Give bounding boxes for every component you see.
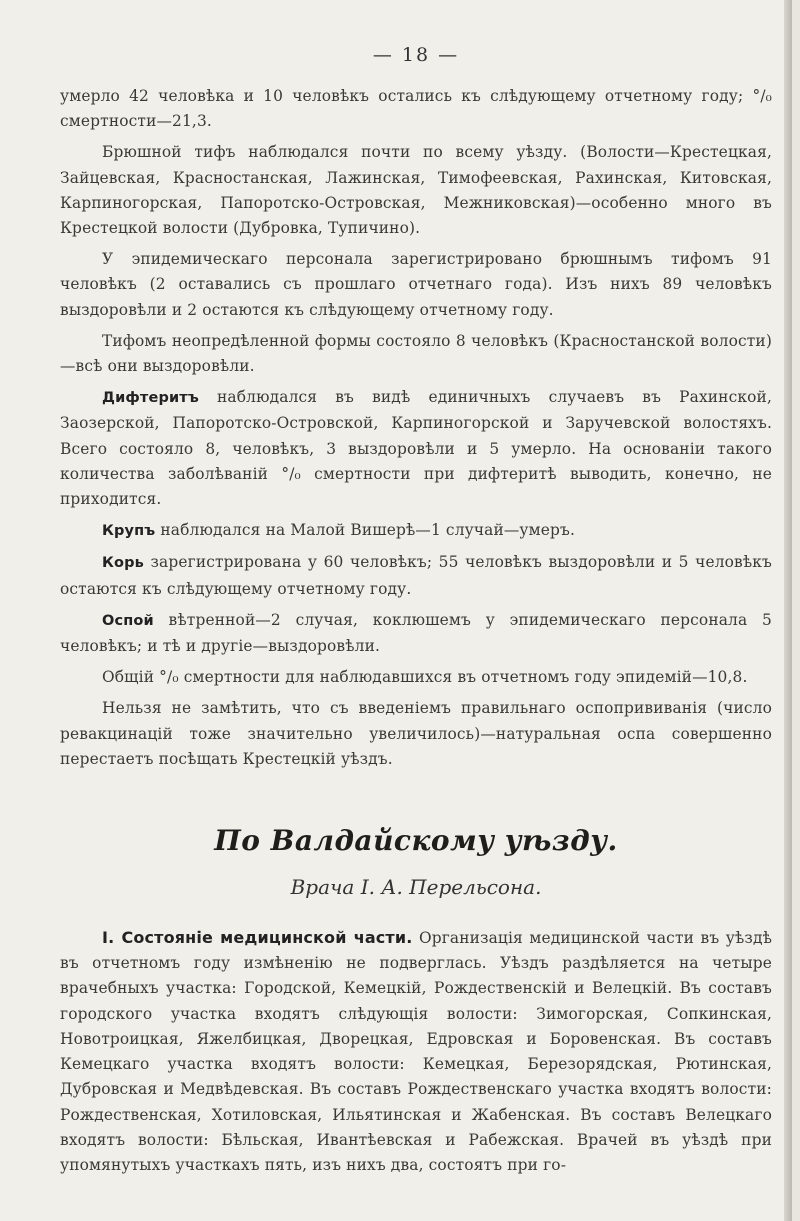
term-measles: Корь bbox=[102, 555, 144, 572]
paragraph-chickenpox bbox=[60, 608, 772, 659]
paragraph-diphtheria bbox=[60, 385, 772, 512]
paragraph-croup bbox=[60, 518, 772, 544]
paragraph-typhoid-staff: У эпидемическаго персонала зарегистрировано брюшнымъ тифомъ 91 человѣкъ (2 оставались съ прошлаго отчетнаго года). Изъ нихъ 89 человѣкъ выздоровѣли и 2 остаются къ слѣдующему отчетному году. bbox=[60, 250, 772, 319]
section-text: Организація медицинской части въ уѣздѣ въ отчетномъ году измѣненію не подверглась. Уѣздъ раздѣляется на четыре врачебныхъ участка: Городской, Кемецкій, Рождественскій и Велецкій. Въ составъ городского участка входятъ слѣдующія волости: Зимогорская, Сопкинская, Новотроицкая, Яжелбицкая, Дворецкая, Едровская и Боровенская. Въ составъ Кемецкаго участка входятъ волости: Кемецкая, Березорядская, Рютинская, Дубровская и Медвѣдевская. Въ составъ Рождественскаго участка входятъ волости: Рождественская, Хотиловская, Ильятинская и Жабенская. Въ составъ Велецкаго входятъ волости: Бѣльская, Ивантѣевская и Рабежская. Врачей въ уѣздѣ при упомянутыхъ участкахъ пять, изъ нихъ два, состоятъ при го- bbox=[60, 929, 773, 1174]
district-title: По Валдайскому уѣзду. bbox=[214, 824, 618, 858]
paragraph-vaccination: Нельзя не замѣтить, что съ введеніемъ правильнаго оспопрививанія (число ревакцинацій тоже значительно увеличилось)—натуральная оспа совершенно перестаетъ посѣщать Крестецкій уѣздъ. bbox=[60, 699, 772, 768]
paragraph-medical-section bbox=[60, 925, 772, 1178]
paragraph-measles bbox=[60, 550, 772, 601]
paragraph-typhoid: Брюшной тифъ наблюдался почти по всему уѣзду. (Волости—Крестецкая, Зайцевская, Красностанская, Лажинская, Тимофеевская, Рахинская, Китовская, Карпиногорская, Папоротско-Островская, Межниковская)—особенно много въ Крестецкой волости (Дубровка, Тупичино). bbox=[60, 143, 772, 238]
text-measles: зарегистрирована у 60 человѣкъ; 55 человѣкъ выздоровѣли и 5 человѣкъ остаются къ слѣдующему отчетному году. bbox=[60, 553, 772, 598]
text-diphtheria: наблюдался въ видѣ единичныхъ случаевъ въ Рахинской, Заозерской, Папоротско-Островской, Карпиногорской и Заручевской волостяхъ. Всего состояло 8, человѣкъ, 3 выздоровѣли и 5 умерло. На основаніи такого количества заболѣваній °/₀ смертности при дифтеритѣ выводить, конечно, не приходится. bbox=[60, 388, 772, 509]
paragraph-typhus-undefined: Тифомъ неопредѣленной формы состояло 8 человѣкъ (Красностанской волости)—всѣ они выздоровѣли. bbox=[60, 331, 772, 376]
section-heading: І. Состояніе медицинской части. bbox=[102, 928, 413, 948]
doctor-line: Врача І. А. Перельсона. bbox=[290, 875, 542, 900]
text-chickenpox: вѣтренной—2 случая, коклюшемъ у эпидемическаго персонала 5 человѣкъ; и тѣ и другіе—выздоровѣли. bbox=[60, 610, 772, 656]
text-croup: наблюдался на Малой Вишерѣ—1 случай—умеръ. bbox=[155, 521, 575, 540]
page-edge bbox=[784, 0, 792, 1221]
page-number: — 18 — bbox=[372, 44, 460, 66]
term-croup: Крупъ bbox=[102, 523, 156, 540]
paragraph-overall-mortality: Общій °/₀ смертности для наблюдавшихся въ отчетномъ году эпидемій—10,8. bbox=[102, 668, 748, 687]
term-chickenpox: Оспой bbox=[102, 612, 154, 629]
paragraph-mortality: умерло 42 человѣка и 10 человѣкъ остались къ слѣдующему отчетному году; °/₀ смертности—21,3. bbox=[60, 87, 772, 131]
term-diphtheria: Дифтеритъ bbox=[102, 390, 199, 407]
